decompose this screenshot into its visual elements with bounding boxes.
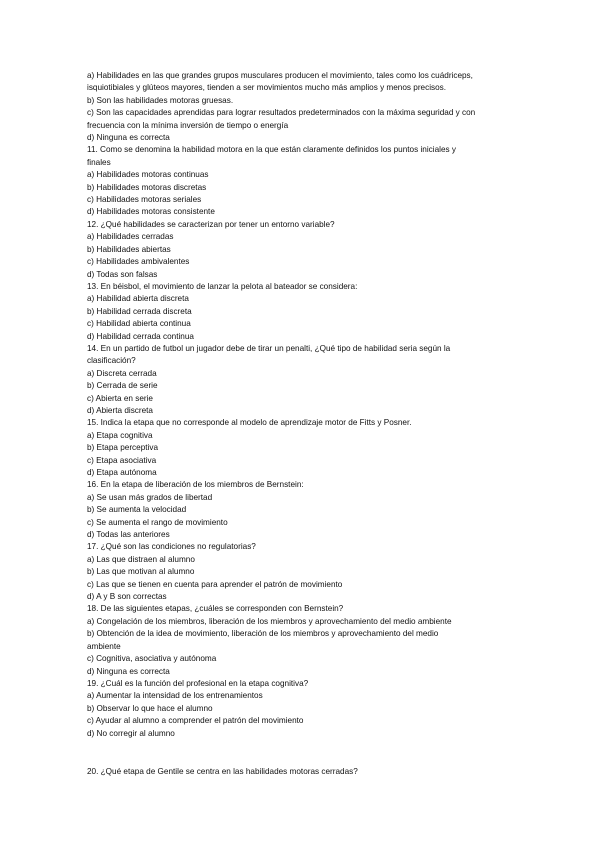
text-line: c) Cognitiva, asociativa y autónoma — [87, 654, 217, 664]
text-line: d) Todas las anteriores — [87, 530, 170, 540]
text-line: 12. ¿Qué habilidades se caracterizan por tener un entorno variable? — [87, 219, 335, 229]
text-line: b) Habilidades motoras discretas — [87, 182, 207, 192]
text-line: a) Aumentar la intensidad de los entrenamientos — [87, 691, 263, 701]
text-line: 14. En un partido de futbol un jugador debe de tirar un penalti, ¿Qué tipo de habilidad seria según la — [87, 343, 451, 353]
text-line: a) Habilidades motoras continuas — [87, 170, 209, 180]
text-line: a) Se usan más grados de libertad — [87, 492, 213, 502]
text-line: d) Habilidad cerrada continua — [87, 331, 194, 341]
text-line: c) Ayudar al alumno a comprender el patrón del movimiento — [87, 716, 304, 726]
text-line: 16. En la etapa de liberación de los miembros de Bernstein: — [87, 480, 304, 490]
text-line: d) Todas son falsas — [87, 269, 158, 279]
text-line: c) Las que se tienen en cuenta para aprender el patrón de movimiento — [87, 579, 343, 589]
text-line: c) Habilidades motoras seriales — [87, 195, 202, 205]
text-line: d) Etapa autónoma — [87, 468, 157, 477]
paragraph-gap — [87, 740, 517, 766]
text-line: c) Habilidades ambivalentes — [87, 257, 190, 267]
text-line: 13. En béisbol, el movimiento de lanzar la pelota al bateador se considera: — [87, 281, 358, 291]
text-line: d) No corregir al alumno — [87, 728, 175, 738]
text-line: frecuencia con la mínima inversión de tiempo o energía — [87, 120, 289, 130]
text-line: c) Abierta en serie — [87, 393, 153, 403]
text-line: clasificación? — [87, 356, 136, 366]
text-line: a) Congelación de los miembros, liberación de los miembros y aprovechamiento del medio ambiente — [87, 616, 452, 626]
text-line: b) Etapa perceptiva — [87, 443, 159, 453]
text-line: a) Etapa cognitiva — [87, 430, 153, 440]
quiz-text-block — [87, 70, 517, 740]
text-line: b) Cerrada de serie — [87, 381, 158, 391]
text-line: b) Obtención de la idea de movimiento, liberación de los miembros y aprovechamiento del medio — [87, 629, 439, 639]
text-line: c) Son las capacidades aprendidas para lograr resultados predeterminados con la máxima seguridad y con — [87, 108, 476, 118]
text-line: c) Etapa asociativa — [87, 455, 157, 465]
text-line: d) Abierta discreta — [87, 405, 153, 415]
text-line: a) Habilidades cerradas — [87, 232, 174, 242]
text-line: b) Habilidad cerrada discreta — [87, 306, 192, 316]
text-line: b) Se aumenta la velocidad — [87, 505, 187, 515]
text-line: d) Ninguna es correcta — [87, 133, 170, 143]
text-line: 17. ¿Qué son las condiciones no regulatorias? — [87, 542, 256, 552]
text-line: finales — [87, 157, 111, 167]
question-20: 20. ¿Qué etapa de Gentile se centra en las habilidades motoras cerradas? — [87, 766, 358, 776]
text-line: d) A y B son correctas — [87, 592, 167, 602]
text-line: 11. Como se denomina la habilidad motora en la que están claramente definidos los puntos iniciales y — [87, 145, 456, 155]
text-line: ambiente — [87, 641, 121, 651]
text-line: d) Ninguna es correcta — [87, 666, 170, 676]
text-line: b) Son las habilidades motoras gruesas. — [87, 95, 234, 105]
text-line: b) Las que motivan al alumno — [87, 567, 195, 577]
text-line: c) Se aumenta el rango de movimiento — [87, 517, 228, 527]
text-line: 18. De las siguientes etapas, ¿cuáles se corresponden con Bernstein? — [87, 604, 344, 614]
text-line: d) Habilidades motoras consistente — [87, 207, 215, 217]
text-line: b) Habilidades abiertas — [87, 244, 171, 254]
text-line: c) Habilidad abierta continua — [87, 319, 191, 329]
text-line: a) Habilidades en las que grandes grupos musculares producen el movimiento, tales como los cuádriceps, — [87, 71, 473, 80]
text-line: 19. ¿Cuál es la función del profesional en la etapa cognitiva? — [87, 678, 309, 688]
document-page — [87, 70, 517, 778]
text-line: a) Las que distraen al alumno — [87, 554, 195, 564]
text-line: 15. Indica la etapa que no corresponde al modelo de aprendizaje motor de Fitts y Posner. — [87, 418, 412, 428]
text-line: isquiotibiales y glúteos mayores, tienden a ser movimientos mucho más amplios y menos precisos. — [87, 83, 447, 93]
text-line: b) Observar lo que hace el alumno — [87, 703, 213, 713]
text-line: a) Discreta cerrada — [87, 368, 157, 378]
text-line: a) Habilidad abierta discreta — [87, 294, 189, 304]
